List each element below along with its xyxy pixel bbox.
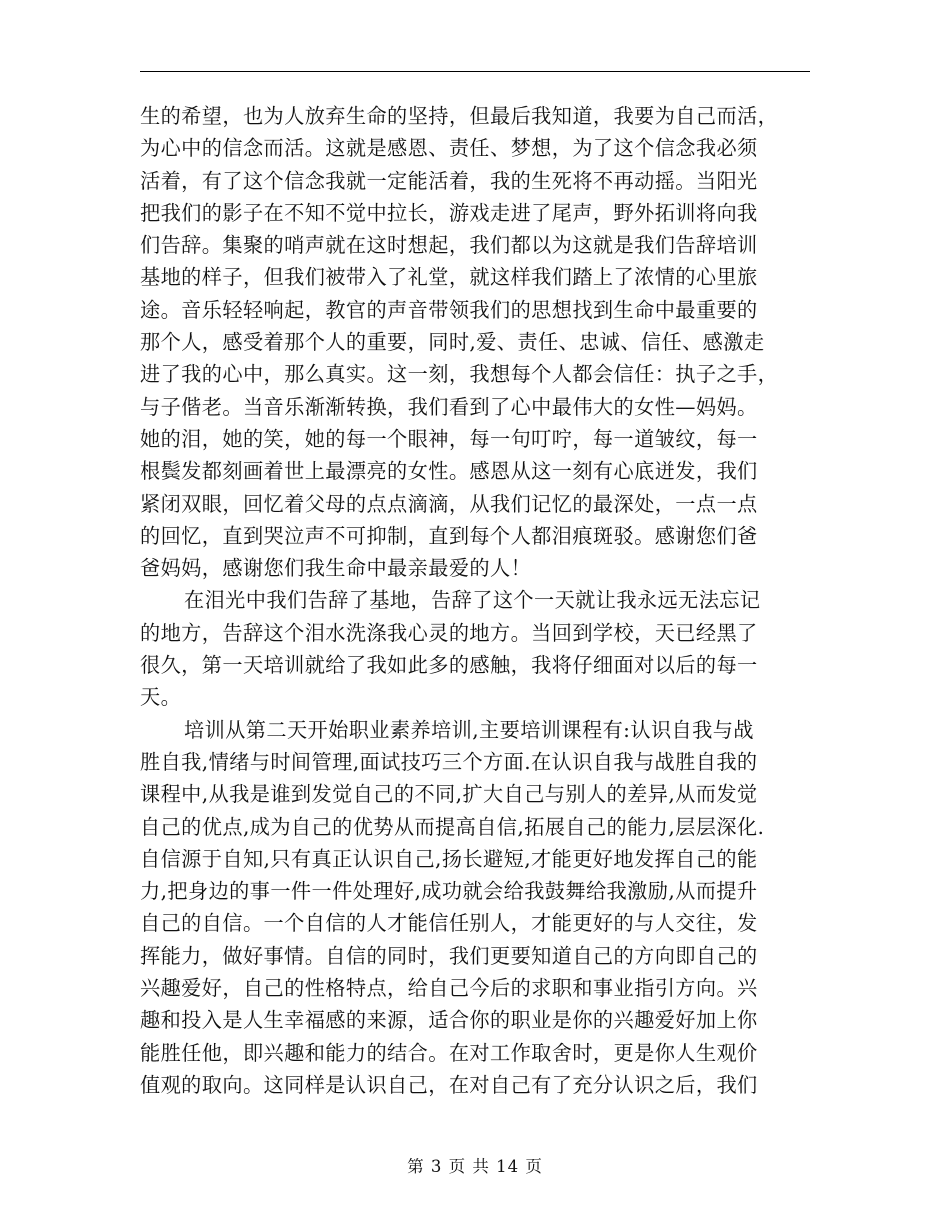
text-line: 为心中的信念而活。这就是感恩、责任、梦想，为了这个信念我必须 <box>140 136 758 161</box>
text-line: 胜自我,情绪与时间管理,面试技巧三个方面.在认识自我与战胜自我的 <box>140 749 758 774</box>
text-line: 与子偕老。当音乐渐渐转换，我们看到了心中最伟大的女性—妈妈。 <box>140 394 758 419</box>
text-line: 趣和投入是人生幸福感的来源，适合你的职业是你的兴趣爱好加上你 <box>140 1008 758 1033</box>
text-line: 值观的取向。这同样是认识自己，在对自己有了充分认识之后，我们 <box>140 1072 758 1097</box>
text-line: 的回忆，直到哭泣声不可抑制，直到每个人都泪痕斑驳。感谢您们爸 <box>140 523 758 548</box>
text-line: 自己的自信。一个自信的人才能信任别人，才能更好的与人交往，发 <box>140 911 758 936</box>
page-number: 第 3 页 共 14 页 <box>407 1157 543 1176</box>
text-line: 力,把身边的事一件一件处理好,成功就会给我鼓舞给我激励,从而提升 <box>140 879 758 904</box>
text-line: 根鬓发都刻画着世上最漂亮的女性。感恩从这一刻有心底迸发，我们 <box>140 459 758 484</box>
paragraph-first-line: 培训从第二天开始职业素养培训,主要培训课程有:认识自我与战 <box>184 717 754 742</box>
document-body <box>140 100 812 1101</box>
text-line: 挥能力，做好事情。自信的同时，我们更要知道自己的方向即自己的 <box>140 943 758 968</box>
text-line: 的地方，告辞这个泪水洗涤我心灵的地方。当回到学校，天已经黑了 <box>140 620 758 645</box>
text-line: 进了我的心中，那么真实。这一刻，我想每个人都会信任：执子之手， <box>140 362 779 387</box>
text-line: 那个人，感受着那个人的重要，同时,爱、责任、忠诚、信任、感激走 <box>140 330 765 355</box>
text-line: 课程中,从我是谁到发觉自己的不同,扩大自己与别人的差异,从而发觉 <box>140 782 758 807</box>
text-line: 基地的样子，但我们被带入了礼堂，就这样我们踏上了浓情的心里旅 <box>140 265 758 290</box>
text-line: 把我们的影子在不知不觉中拉长，游戏走进了尾声，野外拓训将向我 <box>140 200 758 225</box>
paragraph-first-line: 在泪光中我们告辞了基地，告辞了这个一天就让我永远无法忘记 <box>184 588 761 613</box>
text-line: 天。 <box>140 685 182 710</box>
text-line: 们告辞。集聚的哨声就在这时想起，我们都以为这就是我们告辞培训 <box>140 233 758 258</box>
text-line: 自信源于自知,只有真正认识自己,扬长避短,才能更好地发挥自己的能 <box>140 846 758 871</box>
header-rule <box>140 71 810 72</box>
text-line: 爸妈妈，感谢您们我生命中最亲最爱的人！ <box>140 556 532 581</box>
text-line: 自己的优点,成为自己的优势从而提高自信,拓展自己的能力,层层深化. <box>140 814 765 839</box>
text-line: 途。音乐轻轻响起，教官的声音带领我们的思想找到生命中最重要的 <box>140 297 758 322</box>
text-line: 生的希望，也为人放弃生命的坚持，但最后我知道，我要为自己而活， <box>140 104 779 128</box>
text-line: 很久，第一天培训就给了我如此多的感触，我将仔细面对以后的每一 <box>140 653 758 678</box>
text-line: 活着，有了这个信念我就一定能活着，我的生死将不再动摇。当阳光 <box>140 168 758 193</box>
text-line: 她的泪，她的笑，她的每一个眼神，每一句叮咛，每一道皱纹，每一 <box>140 426 758 451</box>
text-line: 能胜任他，即兴趣和能力的结合。在对工作取舍时，更是你人生观价 <box>140 1040 758 1065</box>
text-line: 兴趣爱好，自己的性格特点，给自己今后的求职和事业指引方向。兴 <box>140 976 758 1001</box>
text-line: 紧闭双眼，回忆着父母的点点滴滴，从我们记忆的最深处，一点一点 <box>140 491 758 516</box>
